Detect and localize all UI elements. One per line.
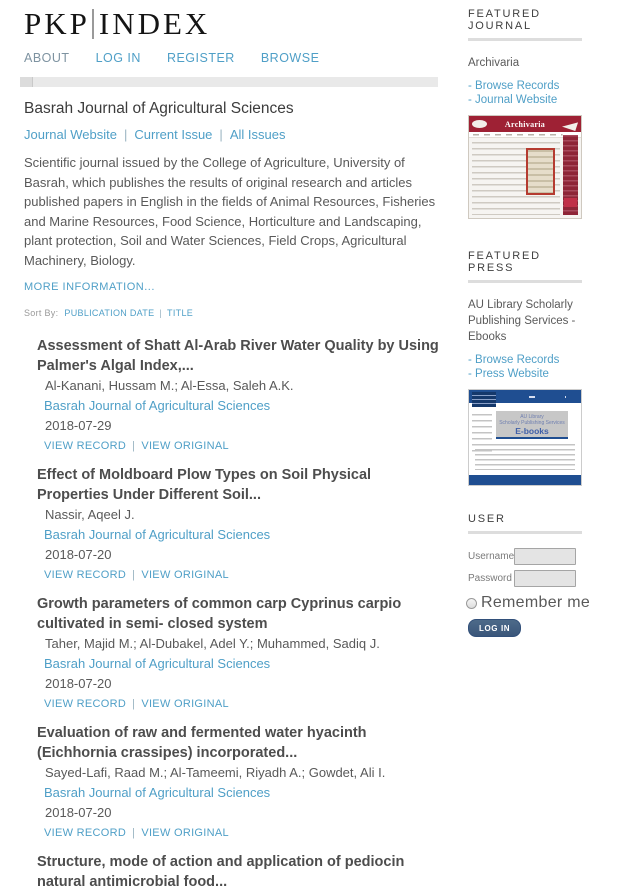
article-item	[37, 594, 439, 714]
separator: |	[132, 569, 136, 581]
article-list	[24, 336, 440, 892]
separator: |	[219, 127, 223, 142]
journal-links-row	[24, 127, 440, 142]
featured-journal-thumbnail[interactable]	[468, 115, 582, 219]
article-item	[37, 336, 439, 456]
archivaria-thumb-title: Archivaria	[504, 119, 546, 129]
top-navigation	[24, 51, 440, 65]
view-original-link[interactable]: VIEW ORIGINAL	[141, 827, 229, 839]
nav-register[interactable]: REGISTER	[166, 51, 235, 65]
au-banner-ebooks-text: E-books	[515, 426, 549, 436]
fj-browse-records-link[interactable]: - Browse Records	[468, 80, 560, 92]
fp-press-website-link[interactable]: - Press Website	[468, 367, 549, 380]
nav-login[interactable]: LOG IN	[95, 51, 141, 65]
article-title: Structure, mode of action and application of pediocin natural antimicrobial food...	[37, 854, 405, 890]
sort-bar	[24, 308, 440, 318]
au-banner-strip	[496, 437, 568, 440]
separator: |	[159, 308, 163, 318]
view-record-link[interactable]: VIEW RECORD	[44, 698, 127, 710]
au-library-logo	[472, 392, 496, 407]
remember-me-label: Remember me	[481, 594, 591, 611]
sort-title[interactable]: TITLE	[167, 308, 194, 318]
archivaria-cover-image	[526, 148, 555, 195]
separator: |	[132, 440, 136, 452]
featured-journal-name: Archivaria	[468, 57, 520, 69]
feather-icon	[562, 118, 578, 131]
article-title: Evaluation of raw and fermented water hyacinth (Eichhornia crassipes) incorporated...	[37, 725, 367, 761]
separator: |	[132, 827, 136, 839]
remember-me-checkbox[interactable]	[466, 598, 477, 609]
pkp-index-logo[interactable]	[24, 6, 440, 42]
nav-about[interactable]: ABOUT	[24, 51, 70, 65]
article-title: Growth parameters of common carp Cyprinus carpio cultivated in semi- closed system	[37, 596, 402, 632]
au-thumb-body-lines	[475, 444, 575, 470]
archivaria-thumb-header	[469, 116, 581, 132]
password-label: Password	[468, 573, 512, 584]
article-item	[37, 852, 439, 892]
fp-browse-records-link[interactable]: - Browse Records	[468, 354, 560, 366]
view-original-link[interactable]: VIEW ORIGINAL	[141, 569, 229, 581]
article-journal-link[interactable]: Basrah Journal of Agricultural Sciences	[44, 785, 271, 800]
header-divider	[20, 77, 438, 87]
page-title: Basrah Journal of Agricultural Sciences	[24, 100, 294, 117]
au-thumb-footer	[469, 475, 581, 485]
au-banner-line2: Scholarly Publishing Services	[499, 420, 565, 426]
remember-me-row	[466, 594, 591, 612]
user-heading: USER	[468, 513, 582, 534]
logo-pkp-text: PKP	[24, 6, 90, 41]
header-divider-chunk	[20, 77, 33, 87]
article-actions	[44, 565, 439, 585]
featured-journal-links	[468, 80, 582, 107]
view-record-link[interactable]: VIEW RECORD	[44, 827, 127, 839]
journal-website-link[interactable]: Journal Website	[24, 127, 117, 142]
article-date: 2018-07-20	[45, 547, 112, 562]
article-actions	[44, 694, 439, 714]
archivaria-logo-icon	[472, 120, 487, 128]
sort-by-label: Sort By:	[24, 308, 59, 318]
featured-press-heading: FEATURED PRESS	[468, 250, 582, 283]
featured-press-thumbnail[interactable]	[468, 389, 582, 486]
view-original-link[interactable]: VIEW ORIGINAL	[141, 440, 229, 452]
username-row	[468, 548, 582, 565]
article-item	[37, 723, 439, 843]
featured-journal-heading: FEATURED JOURNAL	[468, 8, 582, 41]
separator: |	[123, 127, 128, 142]
article-item	[37, 465, 439, 585]
article-authors: Sayed-Lafi, Raad M.; Al-Tameemi, Riyadh A.; Gowdet, Ali I.	[45, 765, 386, 780]
article-date: 2018-07-20	[45, 676, 112, 691]
article-authors: Taher, Majid M.; Al-Dubakel, Adel Y.; Muhammed, Sadiq J.	[45, 636, 380, 651]
article-actions	[44, 436, 439, 456]
au-thumb-banner	[496, 411, 568, 439]
article-title: Assessment of Shatt Al-Arab River Water Quality by Using Palmer's Algal Index,...	[37, 338, 439, 374]
username-input[interactable]	[514, 548, 576, 565]
article-actions	[44, 823, 439, 843]
sidebar	[468, 8, 591, 637]
article-date: 2018-07-29	[45, 418, 112, 433]
featured-press-links	[468, 354, 582, 381]
logo-divider-bar	[92, 9, 94, 39]
au-banner-line1: AU Library	[520, 414, 544, 420]
view-record-link[interactable]: VIEW RECORD	[44, 569, 127, 581]
main-column	[24, 6, 440, 896]
separator: |	[132, 698, 136, 710]
sort-publication-date[interactable]: PUBLICATION DATE	[64, 308, 155, 318]
logo-index-text: INDEX	[98, 6, 211, 41]
article-authors: Nassir, Aqeel J.	[45, 507, 135, 522]
nav-browse[interactable]: BROWSE	[260, 51, 320, 65]
article-title: Effect of Moldboard Plow Types on Soil Physical Properties Under Different Soil...	[37, 467, 372, 503]
all-issues-link[interactable]: All Issues	[229, 127, 286, 142]
more-information-link[interactable]: MORE INFORMATION...	[24, 281, 155, 293]
username-label: Username	[468, 551, 515, 562]
featured-press-name: AU Library Scholarly Publishing Services - Ebooks	[468, 299, 576, 343]
fj-journal-website-link[interactable]: - Journal Website	[468, 93, 558, 106]
archivaria-thumb-sidebar	[563, 135, 578, 215]
view-original-link[interactable]: VIEW ORIGINAL	[141, 698, 229, 710]
article-date: 2018-07-20	[45, 805, 112, 820]
journal-description: Scientific journal issued by the College of Agriculture, University of Basrah, which publishes the results of original research and articles published papers in English in the fields of Animal Resources, Fisheries and Marine Resources, Food Science, Horticulture and Landscaping, plant protection, Soil and Water Sciences, Field Crops, Agricultural Machinery, Biology.	[24, 155, 436, 268]
login-button[interactable]: LOG IN	[468, 619, 521, 637]
current-issue-link[interactable]: Current Issue	[134, 127, 213, 142]
article-authors: Al-Kanani, Hussam M.; Al-Essa, Saleh A.K.	[45, 378, 294, 393]
article-journal-link[interactable]: Basrah Journal of Agricultural Sciences	[44, 656, 271, 671]
password-row	[468, 570, 582, 587]
password-input[interactable]	[514, 570, 576, 587]
archivaria-thumb-sidebar-block	[564, 198, 577, 207]
view-record-link[interactable]: VIEW RECORD	[44, 440, 127, 452]
article-journal-link[interactable]: Basrah Journal of Agricultural Sciences	[44, 398, 271, 413]
article-journal-link[interactable]: Basrah Journal of Agricultural Sciences	[44, 527, 271, 542]
